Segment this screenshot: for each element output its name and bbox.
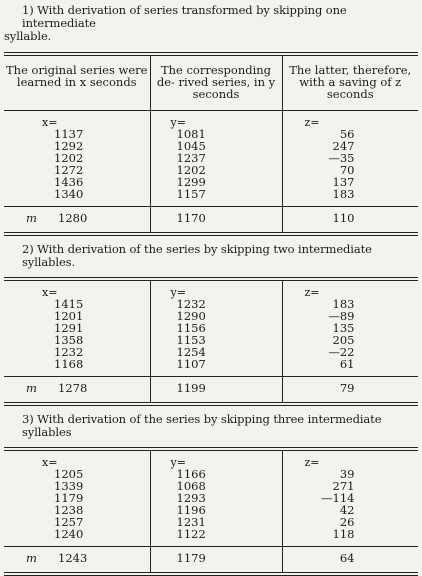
z-value: —89 [328,309,355,323]
table-2-values-row [4,281,418,376]
x-value: 1205 [54,467,84,481]
y-value: 1299 [176,175,206,189]
x-value: 1291 [54,321,84,335]
z-value: 135 [332,321,355,335]
x-value: 1232 [54,345,84,359]
x-value: 1168 [54,357,84,371]
col-x [4,281,150,376]
y-values [151,128,282,200]
y-value: 1068 [176,479,206,493]
x-values [4,128,150,200]
var-z-label: z= [304,116,320,129]
var-z-label: z= [304,286,320,299]
section-1-caption-line1: 1) With derivation of series transformed by skipping one intermediate [22,3,347,30]
table-3-body [4,451,418,546]
table-1-header-row [4,56,418,110]
mean-x: 1280 [58,211,88,225]
x-value: 1339 [54,479,84,493]
x-value: 1272 [54,163,84,177]
table-1-body [4,111,418,206]
x-value: 1202 [54,151,84,165]
y-value: 1293 [176,491,206,505]
z-value: —114 [321,491,355,505]
x-value: 1257 [54,515,84,529]
y-value: 1107 [176,357,206,371]
x-values [4,298,150,370]
table-1 [4,56,418,110]
col-x [4,111,150,206]
table-1-values-row [4,111,418,206]
z-value: —22 [328,345,355,359]
y-value: 1254 [176,345,206,359]
x-value: 1201 [54,309,84,323]
mean-y: 1179 [176,551,206,565]
table-3-values-row [4,451,418,546]
y-values [151,468,282,540]
z-value: 56 [339,127,355,141]
col-y [150,451,282,546]
z-values [283,128,419,200]
x-value: 1415 [54,297,84,311]
y-value: 1122 [176,527,206,541]
table-3-mean [4,547,418,572]
y-values [151,298,282,370]
y-value: 1153 [176,333,206,347]
section-3 [4,413,418,576]
col-z [282,281,418,376]
z-value: 61 [339,357,355,371]
x-value: 1137 [54,127,84,141]
mean-row [4,207,418,232]
rule-bottom [4,402,418,406]
var-y-label: y= [170,456,186,469]
z-value: 42 [339,503,355,517]
y-value: 1237 [176,151,206,165]
mean-x: 1243 [58,551,88,565]
x-value: 1436 [54,175,84,189]
var-z-label: z= [304,456,320,469]
mean-label: m [26,211,37,225]
mean-row [4,547,418,572]
var-y-label: y= [170,286,186,299]
y-value: 1045 [176,139,206,153]
y-value: 1232 [176,297,206,311]
mean-x: 1278 [58,381,88,395]
section-2-caption: 2) With derivation of the series by skipping two intermediate syllables. [22,242,372,269]
mean-z: 64 [339,551,355,565]
z-values [283,468,419,540]
table-2-mean [4,377,418,402]
z-value: 183 [332,297,355,311]
header-z: The latter, therefore, with a saving of z seconds [282,56,418,110]
y-value: 1196 [176,503,206,517]
y-value: 1157 [176,187,206,201]
col-z [282,111,418,206]
var-x-label: x= [42,456,58,469]
x-value: 1240 [54,527,84,541]
z-value: 205 [332,333,355,347]
z-value: 70 [339,163,355,177]
mean-z: 79 [339,381,355,395]
section-1-caption-cont: syllable. [4,29,52,43]
col-x [4,451,150,546]
mean-y: 1199 [176,381,206,395]
page [4,4,418,576]
x-value: 1340 [54,187,84,201]
y-value: 1231 [176,515,206,529]
mean-label: m [26,551,37,565]
z-values [283,298,419,370]
table-2-body [4,281,418,376]
y-value: 1290 [176,309,206,323]
rule-bottom [4,572,418,576]
y-value: 1166 [176,467,206,481]
x-value: 1238 [54,503,84,517]
section-2 [4,243,418,406]
x-values [4,468,150,540]
z-value: 183 [332,187,355,201]
header-x: The original series were learned in x seconds [6,63,148,89]
z-value: 26 [339,515,355,529]
var-x-label: x= [42,116,58,129]
z-value: 39 [339,467,355,481]
mean-row [4,377,418,402]
var-y-label: y= [170,116,186,129]
table-1-mean [4,207,418,232]
x-value: 1179 [54,491,84,505]
col-y [150,281,282,376]
x-value: 1358 [54,333,84,347]
x-value: 1292 [54,139,84,153]
mean-z: 110 [332,211,355,225]
section-1 [4,4,418,236]
y-value: 1081 [176,127,206,141]
col-z [282,451,418,546]
z-value: 137 [332,175,355,189]
mean-y: 1170 [176,211,206,225]
y-value: 1156 [176,321,206,335]
var-x-label: x= [42,286,58,299]
rule-bottom [4,232,418,236]
section-3-caption: 3) With derivation of the series by skipping three intermediate syllables [22,412,382,439]
z-value: 247 [332,139,355,153]
header-y: The corresponding de- rived series, in y seconds [150,56,282,110]
y-value: 1202 [176,163,206,177]
mean-label: m [26,381,37,395]
z-value: 118 [332,527,355,541]
z-value: 271 [332,479,355,493]
section-1-caption [4,4,418,30]
z-value: —35 [328,151,355,165]
col-y [150,111,282,206]
